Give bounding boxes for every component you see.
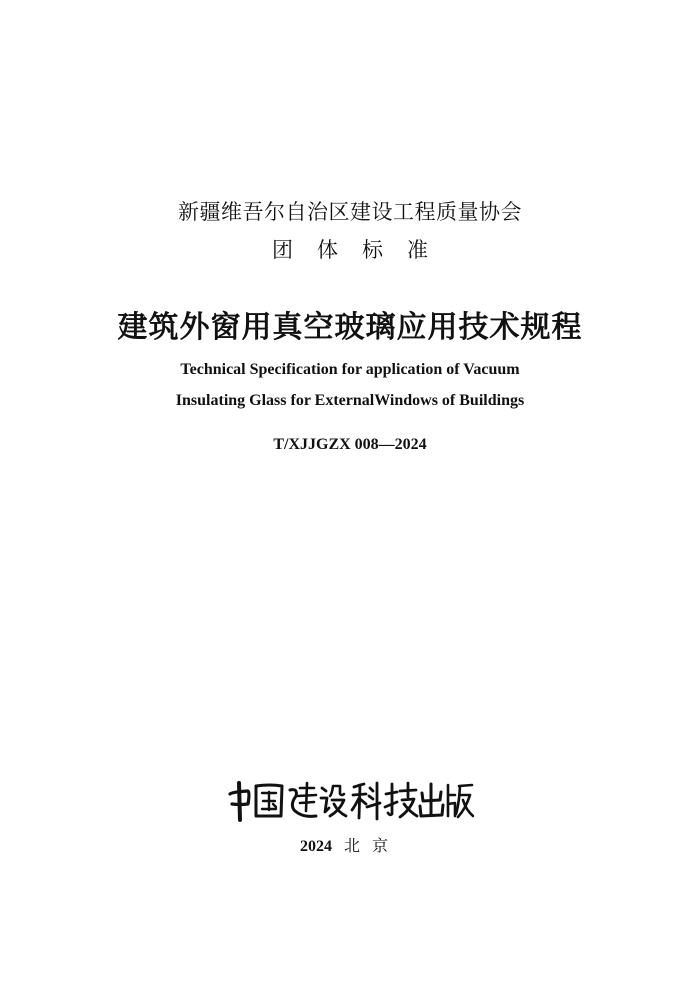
chinese-title: 建筑外窗用真空玻璃应用技术规程	[117, 310, 583, 345]
publication-place-and-year	[0, 833, 700, 856]
publication-year: 2024	[299, 838, 332, 855]
publisher-calligraphy-logo	[226, 780, 474, 822]
standard-type: 团体标准	[272, 238, 452, 262]
english-title-line-1: Technical Specification for application of Vacuum	[180, 361, 520, 378]
issuing-organization: 新疆维吾尔自治区建设工程质量协会	[178, 200, 522, 224]
publisher-logo-drawing	[226, 780, 474, 822]
standard-code: T/XJJGZX 008—2024	[273, 436, 427, 453]
english-title-line-2: Insulating Glass for ExternalWindows of Buildings	[175, 392, 525, 409]
publication-city: 北京	[343, 836, 400, 855]
